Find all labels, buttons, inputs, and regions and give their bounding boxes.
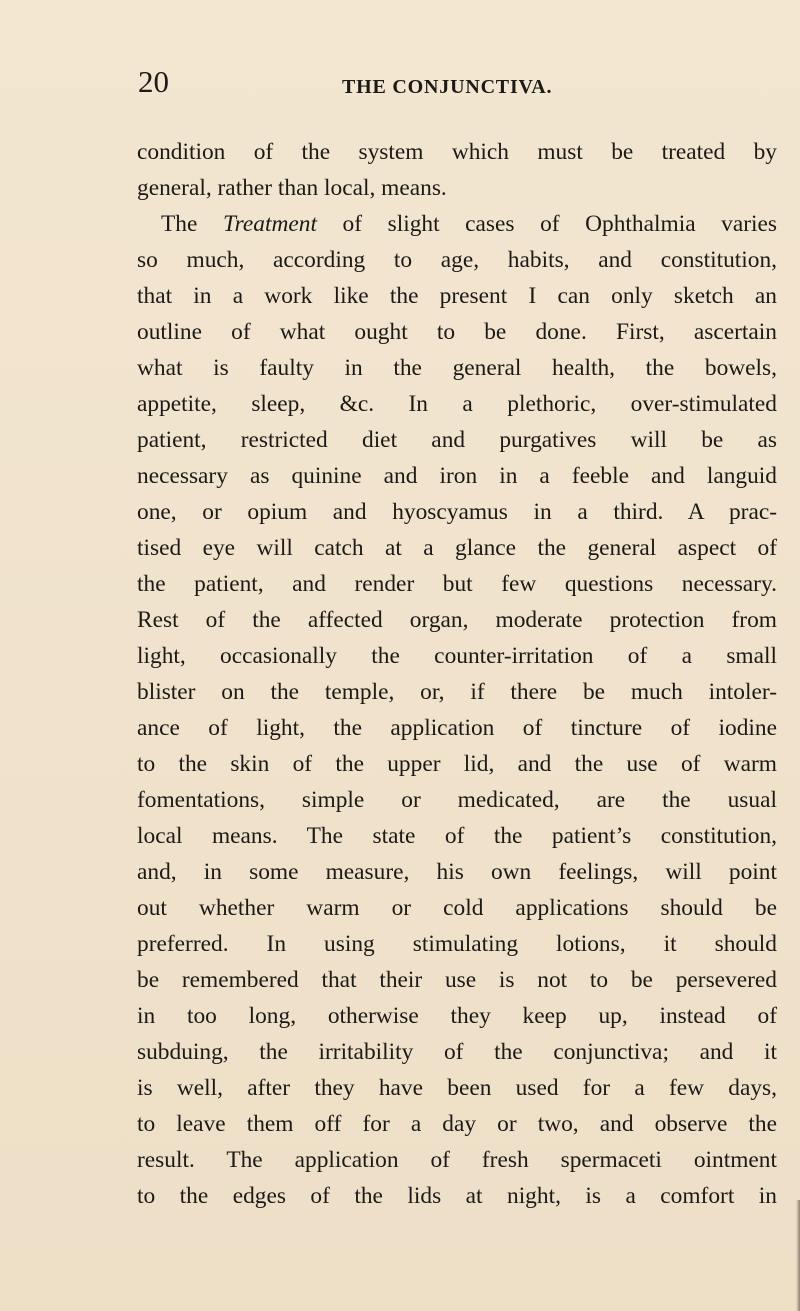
text-line: the patient, and render but few questions necessary. [137, 571, 777, 597]
text-line: light, occasionally the counter-irritation of a small [137, 643, 777, 669]
text-line: appetite, sleep, &c. In a plethoric, over-stimulated [137, 391, 777, 417]
page-edge-shadow [796, 1200, 800, 1311]
text-line: subduing, the irritability of the conjunctiva; and it [137, 1039, 777, 1065]
text-line: to leave them off for a day or two, and observe the [137, 1111, 777, 1137]
text-line: that in a work like the present I can only sketch an [137, 283, 777, 309]
text-line: necessary as quinine and iron in a feeble and languid [137, 463, 777, 489]
text-fragment: of slight cases of Ophthalmia varies [316, 211, 777, 237]
text-line: to the edges of the lids at night, is a comfort in [137, 1183, 777, 1209]
text-line: what is faulty in the general health, the bowels, [137, 355, 777, 381]
text-line: Rest of the affected organ, moderate protection from [137, 607, 777, 633]
text-line: so much, according to age, habits, and constitution, [137, 247, 777, 273]
text-fragment: The [161, 211, 223, 237]
running-head: THE CONJUNCTIVA. [342, 76, 553, 98]
text-line: is well, after they have been used for a few days, [137, 1075, 777, 1101]
text-line: outline of what ought to be done. First, ascertain [137, 319, 777, 345]
paragraph-opening-line [137, 206, 777, 242]
text-line: tised eye will catch at a glance the general aspect of [137, 535, 777, 561]
text-line: be remembered that their use is not to be persevered [137, 967, 777, 993]
emphasized-word: Treatment [222, 211, 317, 237]
text-line: result. The application of fresh spermaceti ointment [137, 1147, 777, 1173]
page-number: 20 [138, 64, 169, 99]
text-line: in too long, otherwise they keep up, instead of [137, 1003, 777, 1029]
text-line: local means. The state of the patient’s constitution, [137, 823, 777, 849]
text-line: blister on the temple, or, if there be much intoler- [137, 679, 777, 705]
text-line: and, in some measure, his own feelings, will point [137, 859, 777, 885]
body-text [137, 134, 777, 1214]
text-line: out whether warm or cold applications should be [137, 895, 777, 921]
text-line: fomentations, simple or medicated, are the usual [137, 787, 777, 813]
text-line: one, or opium and hyoscyamus in a third. A prac- [137, 499, 777, 525]
text-line: ance of light, the application of tincture of iodine [137, 715, 777, 741]
page-header [0, 62, 800, 106]
text-line: preferred. In using stimulating lotions, it should [137, 931, 777, 957]
text-line: general, rather than local, means. [137, 175, 447, 201]
text-line: to the skin of the upper lid, and the use of warm [137, 751, 777, 777]
text-line: condition of the system which must be treated by [137, 139, 777, 165]
text-line: patient, restricted diet and purgatives will be as [137, 427, 777, 453]
